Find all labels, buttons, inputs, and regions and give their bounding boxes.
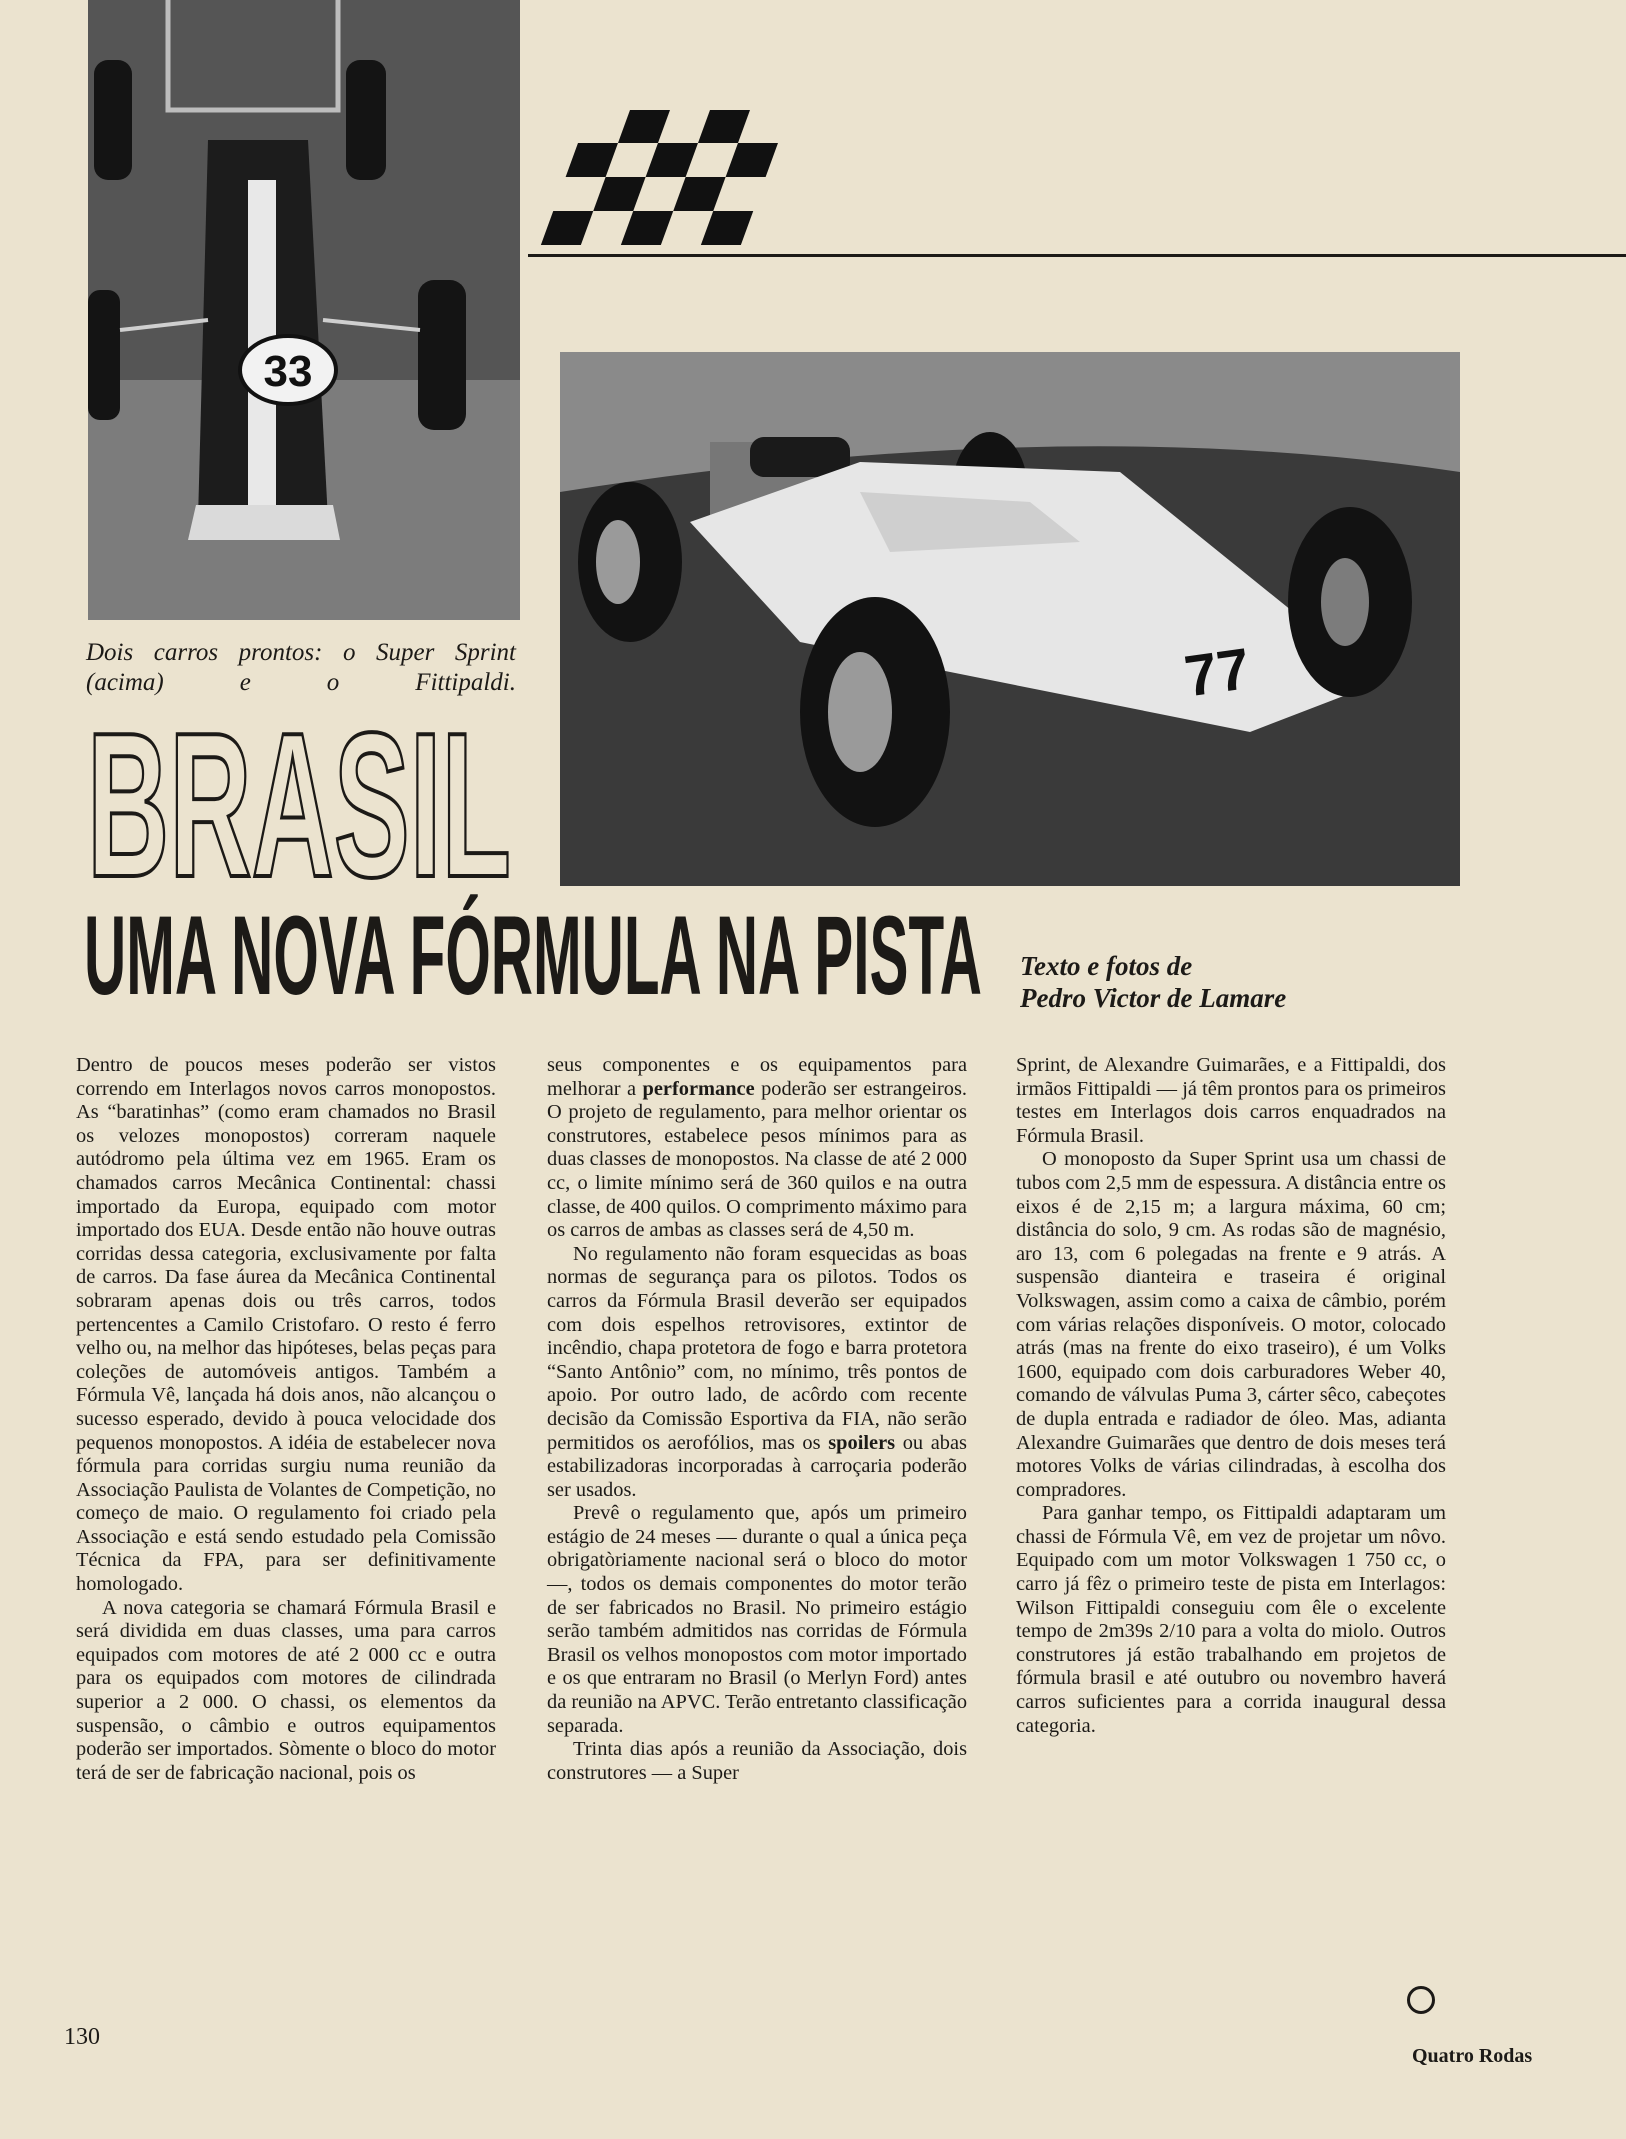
- magazine-name: Quatro Rodas: [1412, 2045, 1533, 2067]
- photo-super-sprint: [88, 0, 520, 620]
- paragraph: [547, 1243, 967, 1503]
- headline: [84, 893, 984, 1018]
- photo-fittipaldi: [560, 352, 1460, 886]
- title-text: BRASIL: [87, 690, 511, 920]
- paragraph: [547, 1054, 967, 1243]
- bold-term: spoilers: [828, 1431, 896, 1454]
- paragraph: Sprint, de Alexandre Guimarães, e a Fittipaldi, dos irmãos Fittipaldi — já têm prontos para os primeiros testes em Interlagos dois carros enquadrados na Fórmula Brasil.: [1016, 1054, 1446, 1147]
- title-brasil: [84, 690, 514, 920]
- end-of-article-icon: [1407, 1986, 1435, 2014]
- article-column-3: [1016, 1054, 1446, 1738]
- byline-line-2: Pedro Victor de Lamare: [1020, 983, 1287, 1013]
- paragraph: Prevê o regulamento que, após um primeiro estágio de 24 meses — durante o qual a única peça obrigatòriamente nacional será o bloco do motor —, todos os demais componentes do motor terão de ser fabricados no Brasil. No primeiro estágio serão também admitidos nas corridas de Fórmula Brasil os velhos monopostos com motor importado e os que entraram no Brasil (o Merlyn Ford) antes da reunião na APVC. Terão entretanto classificação separada.: [547, 1502, 968, 1737]
- article-column-2: [547, 1054, 967, 1785]
- paragraph: Trinta dias após a reunião da Associação, dois construtores — a Super: [547, 1738, 967, 1784]
- byline-line-1: Texto e fotos de: [1020, 951, 1193, 981]
- text-run: ou abas estabilizadoras incorporadas à carroçaria poderão ser usados.: [547, 1431, 967, 1501]
- paragraph: Dentro de poucos meses poderão ser vistos correndo em Interlagos novos carros monopostos. As “baratinhas” (como eram chamados no Brasil os velozes monopostos) correram naquele autódromo pela última vez em 1965. Eram os chamados carros Mecânica Continental: chassi importado da Europa, equipado com motor importado dos EUA. Desde então não houve outras corridas dessa categoria, exclusivamente por falta de carros. Da fase áurea da Mecânica Continental sobraram apenas dois ou três carros, todos pertencentes a Camilo Cristofaro. O resto é ferro velho ou, na melhor das hipóteses, belas peças para coleções de automóveis antigos. Também a Fórmula Vê, lançada há dois anos, não alcançou o sucesso esperado, devido à pouca velocidade dos pequenos monopostos. A idéia de estabelecer nova fórmula para corridas surgiu numa reunião da Associação Paulista de Volantes de Competição, no começo de maio. O regulamento foi criado pela Associação e está sendo estudado pela Comissão Técnica da FPA, para ser definitivamente homologado.: [76, 1054, 496, 1596]
- headline-text: UMA NOVA FÓRMULA NA PISTA: [84, 893, 983, 1018]
- article-column-1: [76, 1054, 496, 1785]
- photo-caption: Dois carros prontos: o Super Sprint (acima) e o Fittipaldi.: [86, 639, 516, 696]
- car-number-77: 77: [1180, 636, 1254, 710]
- bold-term: performance: [642, 1077, 755, 1100]
- car-number-33: 33: [263, 347, 313, 396]
- text-run: seus componentes e os equipamentos para melhorar a: [547, 1054, 967, 1100]
- paragraph: Para ganhar tempo, os Fittipaldi adaptaram um chassi de Fórmula Vê, em vez de projetar um nôvo. Equipado com um motor Volkswagen 1 750 cc, o carro já fêz o primeiro teste de pista em Interlagos: Wilson Fittipaldi conseguiu com êle o excelente tempo de 2m39s 2/10 para a volta do miolo. Outros construtores já estão trabalhando em projetos de fórmula brasil e até outubro ou novembro haverá carros suficientes para a corrida inaugural dessa categoria.: [1016, 1502, 1446, 1737]
- paragraph: O monoposto da Super Sprint usa um chassi de tubos com 2,5 mm de espessura. A distância entre os eixos é de 2,15 m; a largura máxima, 60 cm; distância do solo, 9 cm. As rodas são de magnésio, aro 13, com 6 polegadas na frente e 9 atrás. A suspensão dianteira e traseira é original Volkswagen, assim como a caixa de câmbio, porém com várias relações disponíveis. O motor, colocado atrás (mas na frente do eixo traseiro), é um Volks 1600, equipado com dois carburadores Weber 40, comando de válvulas Puma 3, cárter sêco, cabeçotes de dupla entrada e radiador de óleo. Mas, adianta Alexandre Guimarães que dentro de dois meses terá motores Volks de várias cilindradas, à escolha dos compradores.: [1016, 1148, 1446, 1501]
- page-number: 130: [64, 2024, 100, 2050]
- text-run: poderão ser estrangeiros. O projeto de regulamento, para melhor orientar os construtores, estabelece pesos mínimos para as duas classes de monopostos. Na classe de até 2 000 cc, o limite mínimo será de 360 quilos e na outra classe, de 400 quilos. O comprimento máximo para os carros de ambas as classes será de 4,50 m.: [547, 1077, 968, 1242]
- text-run: No regulamento não foram esquecidas as boas normas de segurança para os pilotos. Todos os carros da Fórmula Brasil deverão ser equipados com dois espelhos retrovisores, extintor de incêndio, chapa protetora de fogo e barra protetora “Santo Antônio” com, no mínimo, três pontos de apoio. Por outro lado, de acôrdo com recente decisão da Comissão Esportiva da FIA, não serão permitidos os aerofólios, mas os: [547, 1242, 967, 1454]
- header-rule: [528, 254, 1626, 257]
- paragraph: A nova categoria se chamará Fórmula Brasil e será dividida em duas classes, uma para carros equipados com motores de até 2 000 cc e outra para os equipados com motores de cilindrada superior a 2 000. O chassi, os elementos da suspensão, o câmbio e outros equipamentos poderão ser importados. Sòmente o bloco do motor terá de ser de fabricação nacional, pois os: [76, 1596, 496, 1784]
- byline: [1020, 950, 1286, 1014]
- checkered-flag-icon: [570, 110, 790, 245]
